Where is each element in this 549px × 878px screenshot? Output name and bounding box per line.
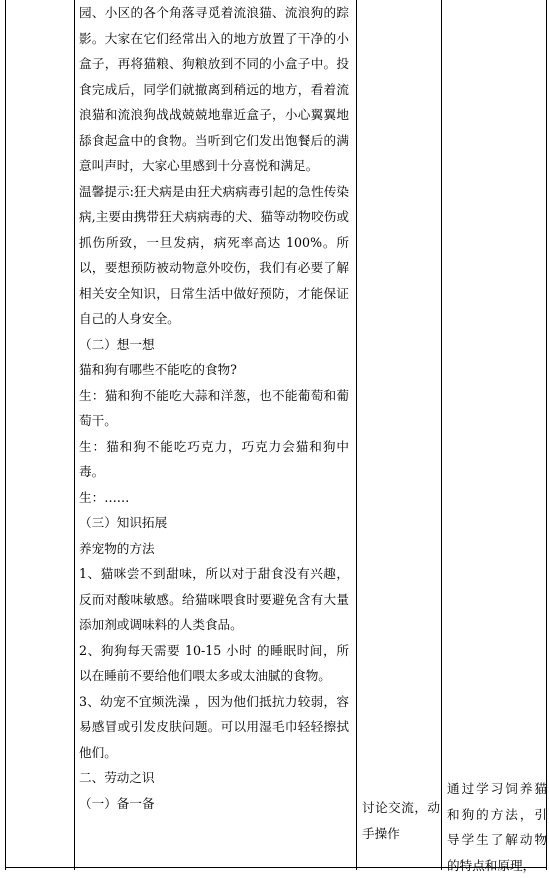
heading-pet-methods: 养宠物的方法 <box>79 540 155 556</box>
method-cat-taste: 1、猫咪尝不到甜味，所以对于甜食没有兴趣，反而对酸味敏感。给猫咪喂食时要避免含有大量添加剂或调味料的人类食品。 <box>79 566 349 632</box>
design-intent-cell <box>447 776 547 878</box>
paragraph-story: 园、小区的各个角落寻觅着流浪猫、流浪狗的踪影。大家在它们经常出入的地方放置了干净的小盒子，再将猫粮、狗粮放到不同的小盒子中。投食完成后，同学们就撤离到稍远的地方，看着流浪猫和流浪狗战战兢兢地靠近盒子，小心翼翼地舔食起盒中的食物。当听到它们发出饱餐后的满意叫声时，大家心里感到十分喜悦和满足。 <box>79 5 349 173</box>
activity-text: 讨论交流，动手操作 <box>362 800 440 841</box>
activity-cell <box>362 795 440 846</box>
table-divider-1 <box>74 0 75 870</box>
answer-ellipsis: 生：…… <box>79 489 130 505</box>
table-border-left <box>5 0 6 870</box>
heading-prepare: （一）备一备 <box>79 795 155 811</box>
method-bathing: 3、幼宠不宜频洗澡 ，因为他们抵抗力较弱，容易感冒或引发皮肤问题。可以用湿毛巾轻轻擦拭他们。 <box>79 693 349 760</box>
table-divider-2 <box>356 0 357 870</box>
method-dog-sleep: 2、狗狗每天需要 10-15 小时 的睡眠时间，所以在睡前不要给他们喂太多或太油腻的食物。 <box>79 642 349 683</box>
heading-knowledge-expand: （三）知识拓展 <box>79 515 168 530</box>
paragraph-safety-tip: 温馨提示:狂犬病是由狂犬病病毒引起的急性传染病,主要由携带狂犬病病毒的犬、猫等动物咬伤或抓伤所致，一旦发病，病死率高达 100%。所以，要想预防被动物意外咬伤，我们有必要了解相关安全知识，日常生活中做好预防，才能保证自己的人身安全。 <box>79 183 349 326</box>
heading-think: （二）想一想 <box>79 336 155 352</box>
answer-chocolate: 生：猫和狗不能吃巧克力，巧克力会猫和狗中毒。 <box>79 438 349 479</box>
answer-garlic-grapes: 生：猫和狗不能吃大蒜和洋葱，也不能葡萄和葡萄干。 <box>79 387 349 428</box>
table-border-right <box>546 0 547 870</box>
lesson-content-cell <box>79 0 349 816</box>
heading-labor-knowledge: 二、劳动之识 <box>79 770 155 785</box>
intent-text: 通过学习饲养猫和狗的方法，引导学生了解动物的特点和原理， <box>447 781 547 873</box>
question-forbidden-food: 猫和狗有哪些不能吃的食物? <box>79 362 237 377</box>
table-divider-3 <box>441 0 442 870</box>
